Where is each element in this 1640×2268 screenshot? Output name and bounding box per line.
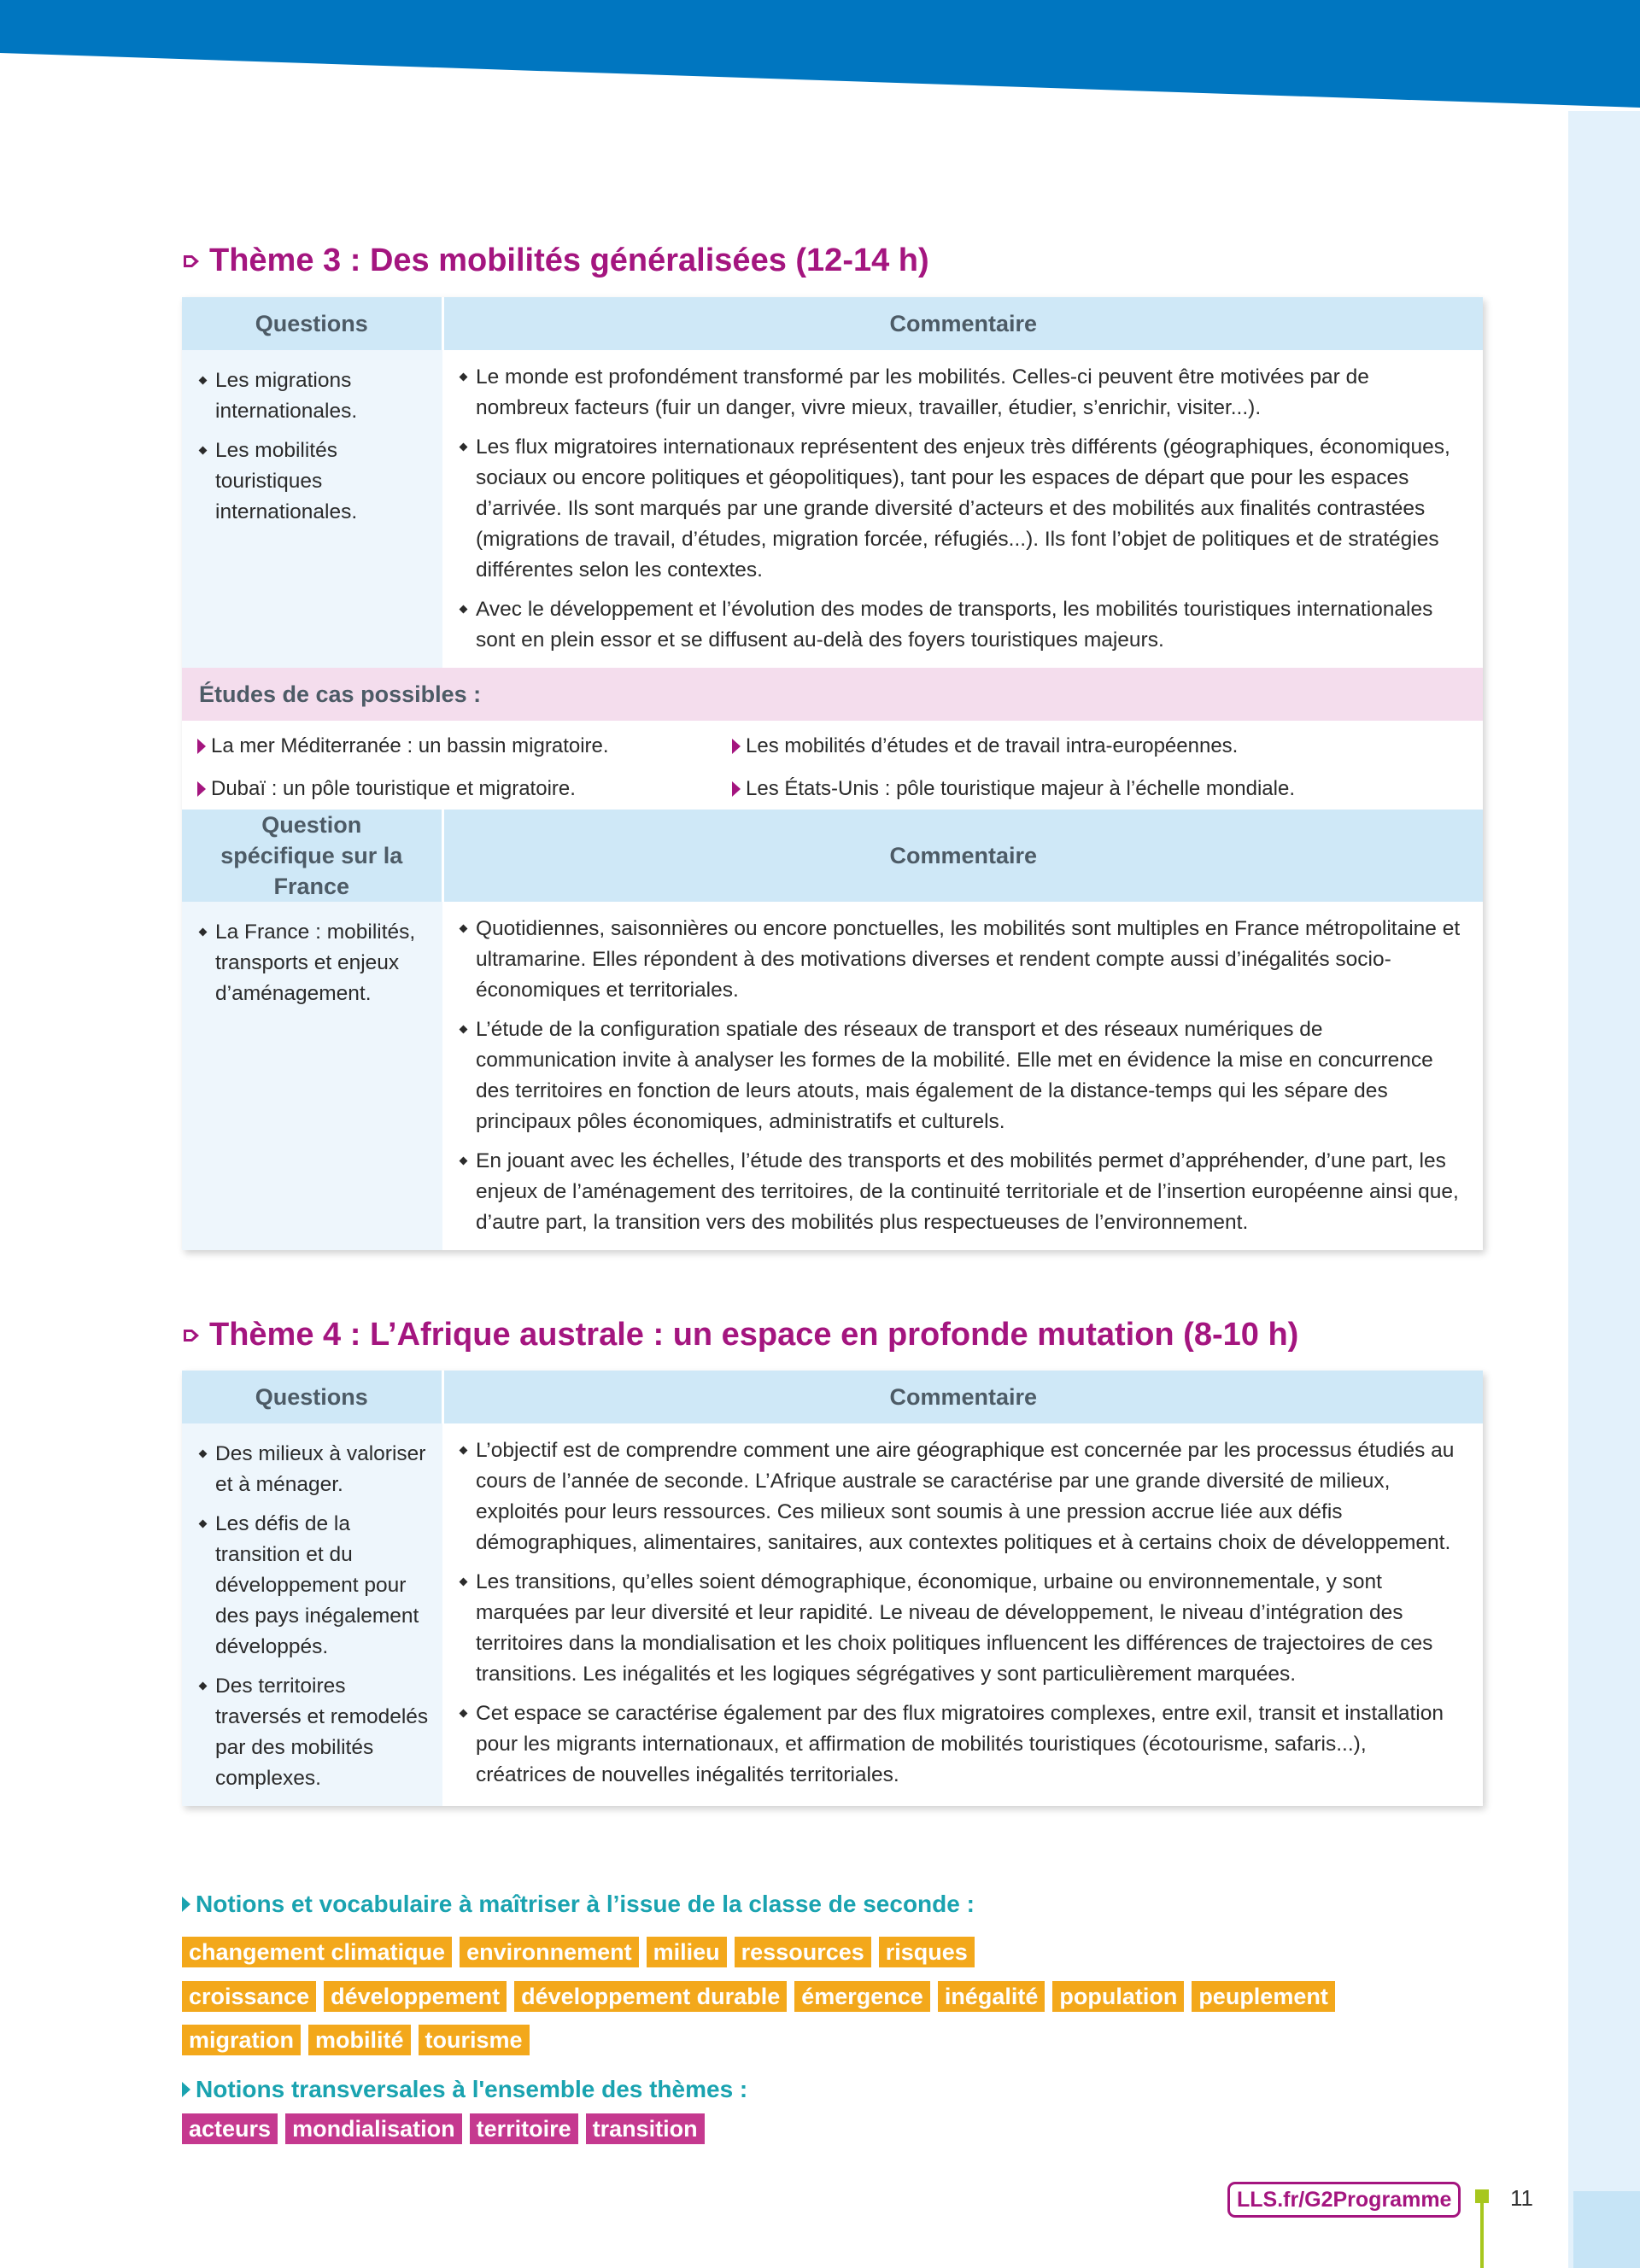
header-banner [0,0,1640,111]
questions-cell [182,902,442,1250]
etudes-label: Études de cas possibles : [182,668,1483,721]
header-questions: Questions [182,297,442,350]
theme-bullet-icon [182,252,201,271]
question-item: La France : mobilités, transports et enjeux d’aménagement. [197,917,434,1009]
notion-tag: population [1052,1981,1184,2012]
transversales-row [182,2113,705,2144]
notion-tag: développement durable [514,1981,787,2012]
question-item: Des territoires traversés et remodelés par des mobilités complexes. [197,1671,434,1794]
notion-tag: développement [324,1981,507,2012]
transversal-tag: mondialisation [285,2113,462,2144]
notion-tag: risques [879,1937,975,1967]
transversal-tag: territoire [470,2113,578,2144]
commentaire-item: Cet espace se caractérise également par des flux migratoires complexes, entre exil, transit et installation pour les migrants internationaux, et affirmation de mobilités touristiques (écotourisme, safaris...), créatrices de nouvelles inégalités territoriales. [458,1698,1462,1791]
notions-row [182,2025,530,2055]
page-number: 11 [1510,2185,1533,2211]
etude-item: Les États-Unis : pôle touristique majeur à l’échelle mondiale. [732,774,1483,804]
notion-tag: mobilité [308,2025,411,2055]
notions-title: Notions et vocabulaire à maîtriser à l’issue de la classe de seconde : [182,1891,975,1918]
notions-row [182,1981,1335,2012]
header-commentaire: Commentaire [442,1371,1483,1423]
questions-cell [182,350,442,668]
etudes-cell [182,721,1483,810]
transversal-tag: acteurs [182,2113,278,2144]
theme3-title-text: Thème 3 : Des mobilités généralisées (12-14 h) [209,243,929,278]
notion-tag: milieu [647,1937,727,1967]
triangle-bullet-icon [197,781,206,797]
theme-bullet-icon [182,1326,201,1345]
commentaire-item: Les transitions, qu’elles soient démographique, économique, urbaine ou environnementale, y sont marquées par leur diversité et leur rapidité. Le niveau de développement, le niveau d’intégration des territoires dans la mondialisation et les choix politiques influencent les différences de trajectoires de ces transitions. Les inégalités et les logiques ségrégatives y sont particulièrement marquées. [458,1567,1462,1690]
etude-item: Les mobilités d’études et de travail intra-européennes. [732,731,1483,762]
notion-tag: inégalité [938,1981,1046,2012]
header-commentaire: Commentaire [442,810,1483,902]
commentaire-item: L’objectif est de comprendre comment une aire géographique est concernée par les processus étudiés au cours de l’année de seconde. L’Afrique australe se caractérise par une grande diversité de milieux, exploités pour leurs ressources. Ces milieux sont soumis à une pression accrue liée aux défis démographiques, alimentaires, sanitaires, aux contextes politiques et à certains choix de développement. [458,1435,1462,1558]
header-question-france: Question spécifique sur la France [182,810,442,902]
theme3-title [182,243,929,279]
commentaire-item: Le monde est profondément transformé par les mobilités. Celles-ci peuvent être motivées par de nombreux facteurs (fuir un danger, vivre mieux, travailler, étudier, s’enrichir, visiter...). [458,362,1462,424]
commentaire-item: Quotidiennes, saisonnières ou encore ponctuelles, les mobilités sont multiples en France métropolitaine et ultramarine. Elles répondent à des motivations diverses et rendent compte aussi d’inégalités socio-économiques et territoriales. [458,914,1462,1006]
notion-tag: environnement [460,1937,639,1967]
commentaire-cell [442,902,1483,1250]
side-margin-strip [1568,111,1640,2268]
notion-tag: migration [182,2025,301,2055]
commentaire-item: En jouant avec les échelles, l’étude des transports et des mobilités permet d’appréhender, d’une part, les enjeux de l’aménagement des territoires, de la continuité territoriale et de l’insertion européenne ainsi que, d’autre part, la transition vers des mobilités plus respectueuses de l’environnement. [458,1146,1462,1238]
notion-tag: ressources [735,1937,871,1967]
triangle-bullet-icon [732,781,741,797]
commentaire-cell [442,1423,1483,1806]
etude-item: Dubaï : un pôle touristique et migratoire. [197,774,732,804]
commentaire-item: Avec le développement et l’évolution des modes de transports, les mobilités touristiques internationales sont en plein essor et se diffusent au-delà des foyers touristiques majeurs. [458,594,1462,656]
question-item: Les mobilités touristiques internationales. [197,435,434,528]
triangle-bullet-icon [732,739,741,754]
commentaire-item: L’étude de la configuration spatiale des réseaux de transport et des réseaux numériques de communication invite à analyser les formes de la mobilité. Elle met en évidence la mise en concurrence des territoires en fonction de leurs atouts, mais également de la distance-temps qui les sépare des principaux pôles économiques, administratifs et culturels. [458,1014,1462,1137]
footer-marker [1475,2189,1489,2203]
lls-link[interactable]: LLS.fr/G2Programme [1227,2182,1461,2218]
header-commentaire: Commentaire [442,297,1483,350]
notion-tag: tourisme [419,2025,530,2055]
triangle-bullet-icon [182,2082,190,2097]
question-item: Les migrations internationales. [197,365,434,427]
question-item: Les défis de la transition et du développement pour des pays inégalement développés. [197,1509,434,1663]
etude-item: La mer Méditerranée : un bassin migratoire. [197,731,732,762]
triangle-bullet-icon [197,739,206,754]
notion-tag: émergence [794,1981,930,2012]
commentaire-cell [442,350,1483,668]
notion-tag: peuplement [1192,1981,1335,2012]
notion-tag: changement climatique [182,1937,452,1967]
transversal-tag: transition [586,2113,705,2144]
header-questions: Questions [182,1371,442,1423]
question-item: Des milieux à valoriser et à ménager. [197,1439,434,1500]
theme4-table [182,1371,1483,1806]
transversales-title: Notions transversales à l'ensemble des thèmes : [182,2076,747,2103]
side-margin-foot [1573,2191,1640,2268]
theme3-table [182,297,1483,1250]
triangle-bullet-icon [182,1897,190,1912]
questions-cell [182,1423,442,1806]
notions-row [182,1937,975,1967]
theme4-title-text: Thème 4 : L’Afrique australe : un espace en profonde mutation (8-10 h) [209,1317,1299,1353]
theme4-title [182,1317,1298,1353]
notion-tag: croissance [182,1981,316,2012]
commentaire-item: Les flux migratoires internationaux représentent des enjeux très différents (géographiques, économiques, sociaux ou encore politiques et géopolitiques), tant pour les espaces de départ que pour les espaces d’arrivée. Ils sont marqués par une grande diversité d’acteurs et des mobilités aux finalités contrastées (migrations de travail, d’études, migration forcée, réfugiés...). Ils font l’objet de politiques et de stratégies différentes selon les contextes. [458,432,1462,586]
